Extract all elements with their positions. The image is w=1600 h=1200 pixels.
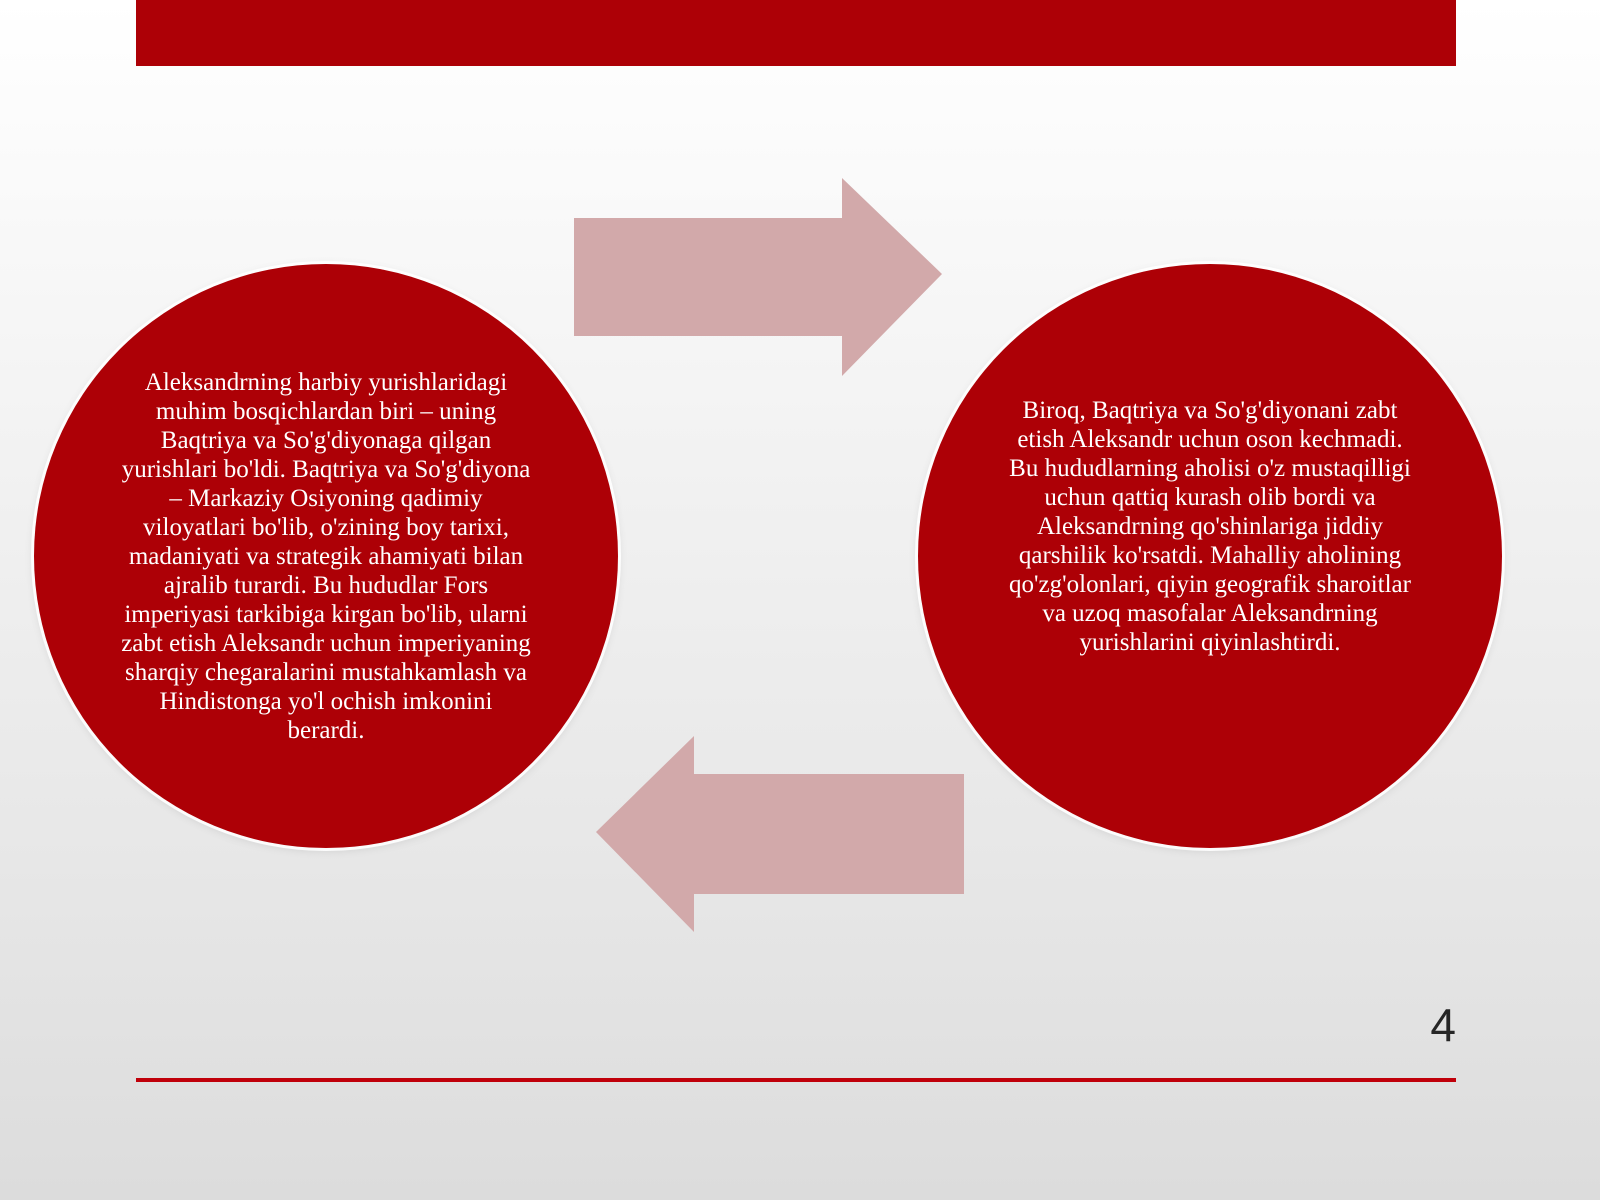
header-bar (136, 0, 1456, 66)
left-circle (34, 264, 618, 848)
page-number: 4 (1430, 999, 1456, 1051)
right-circle (918, 264, 1502, 848)
footer-line (136, 1078, 1456, 1082)
right-circle-text: Biroq, Baqtriya va So'g'diyonani zabt etish Aleksandr uchun oson kechmadi. Bu hududlarning aholisi o'z mustaqilligi uchun qattiq kurash olib bordi va Aleksandrning qo'shinlariga jiddiy qarshilik ko'rsatdi. Mahalliy aholining qo'zg'olonlari, qiyin geografik sharoitlar va uzoq masofalar Aleksandrning yurishlarini qiyinlashtirdi. (1009, 396, 1411, 656)
arrow-right-icon (574, 178, 942, 378)
arrow-left-icon (596, 736, 964, 932)
left-circle-text: Aleksandrning harbiy yurishlaridagi muhim bosqichlardan biri – uning Baqtriya va So'g'diyonaga qilgan yurishlari bo'ldi. Baqtriya va So'g'diyona – Markaziy Osiyoning qadimiy viloyatlari bo'lib, o'zining boy tarixi, madaniyati va strategik ahamiyati bilan ajralib turardi. Bu hududlar Fors imperiyasi tarkibiga kirgan bo'lib, ularni zabt etish Aleksandr uchun imperiyaning sharqiy chegaralarini mustahkamlash va Hindistonga yo'l ochish imkonini berardi. (121, 368, 531, 744)
